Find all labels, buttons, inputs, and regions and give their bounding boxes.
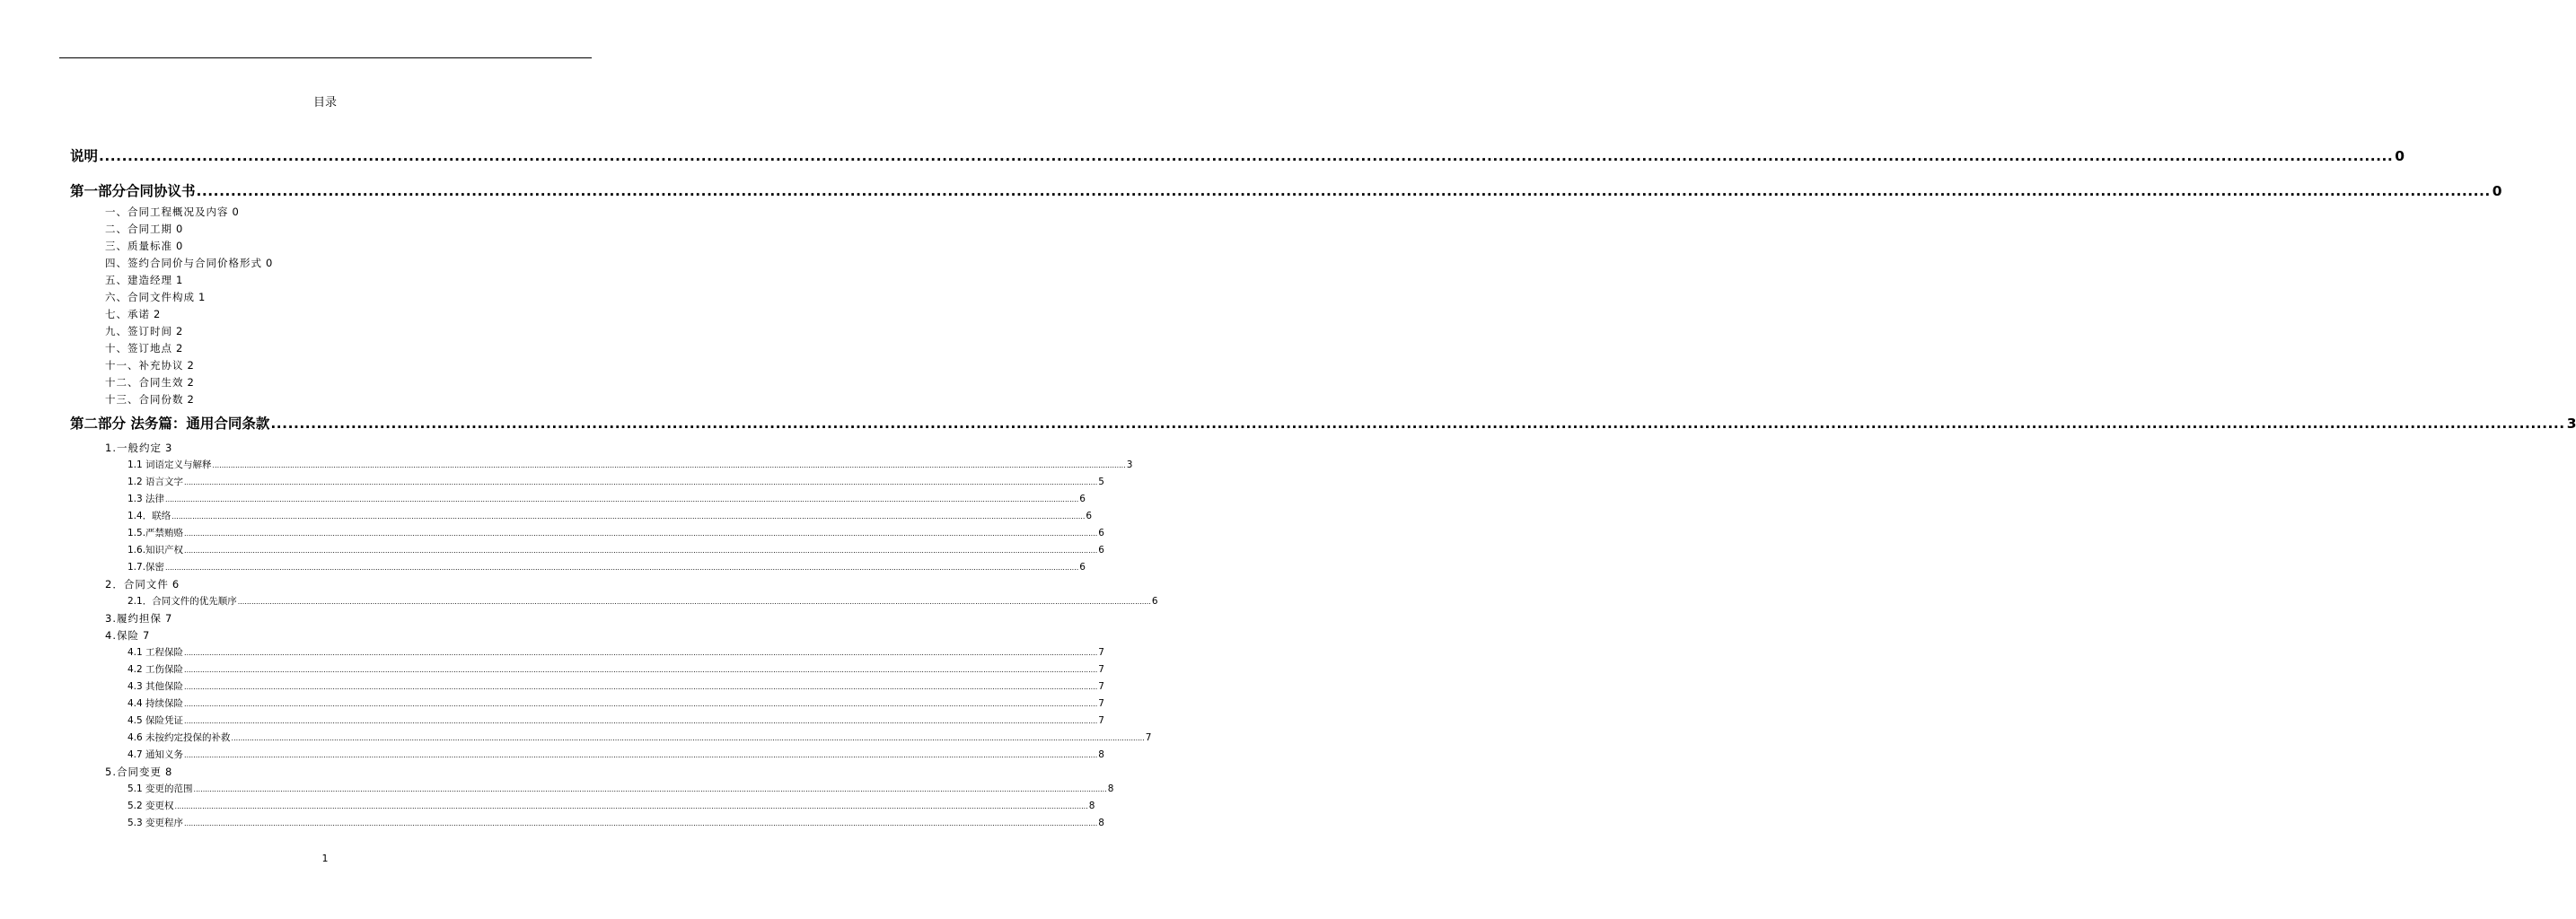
toc-entry-page: 6 <box>1079 494 1086 504</box>
toc-entry-label: 2．合同文件 <box>105 578 169 591</box>
toc-entry[interactable] <box>127 782 1114 795</box>
toc-entry-label: 四、签约合同价与合同价格形式 <box>105 257 262 269</box>
toc-entry-label: 十一、补充协议 <box>105 359 184 372</box>
toc-entry[interactable] <box>70 145 2405 165</box>
toc-entry-label: 4.7 通知义务 <box>127 749 184 760</box>
toc-entry[interactable] <box>127 731 1152 744</box>
toc-entry[interactable] <box>105 239 183 253</box>
toc-entry-page: 3 <box>2566 416 2576 432</box>
toc-entry-page: 6 <box>1151 596 1158 607</box>
toc-dot-leader: ................................................................................................................................................................................................................................................................................................................................................................................................................ <box>165 495 1079 503</box>
toc-entry-page: 0 <box>176 240 184 252</box>
toc-dot-leader: ................................................................................................................................................................................................................................................................................................................................................................................................................ <box>231 734 1145 742</box>
toc-entry[interactable] <box>105 577 180 591</box>
toc-entry-label: 九、签订时间 <box>105 325 172 337</box>
toc-entry-label: 2.1．合同文件的优先顺序 <box>127 596 237 607</box>
toc-entry-page: 8 <box>1098 818 1104 828</box>
toc-entry-page: 7 <box>1098 664 1104 675</box>
toc-entry-page: 0 <box>2492 183 2502 199</box>
toc-title: 目录 <box>312 96 337 109</box>
toc-entry-page: 6 <box>1098 528 1104 538</box>
toc-entry[interactable] <box>127 696 1104 710</box>
toc-entry[interactable] <box>127 713 1104 727</box>
toc-entry-page: 2 <box>154 308 162 320</box>
toc-entry-page: 7 <box>1098 698 1104 709</box>
toc-entry-page: 5 <box>1098 477 1104 487</box>
toc-dot-leader: ................................................................................................................................................................................................................................................................................................................................................................................................................ <box>184 666 1098 674</box>
toc-entry-label: 5.1 变更的范围 <box>127 783 193 794</box>
toc-dot-leader: ................................................................................................................................................................................................................................................................................................................................................................................................................ <box>184 478 1098 486</box>
toc-entry-page: 2 <box>187 393 195 406</box>
toc-entry-page: 6 <box>1086 511 1093 521</box>
toc-entry-label: 1.4．联络 <box>127 511 171 521</box>
toc-entry-page: 2 <box>176 325 184 337</box>
toc-entry-page: 8 <box>1098 749 1104 760</box>
toc-dot-leader: ................................................................................................................................................................................................................................................................................................................................................................................................................ <box>184 649 1098 657</box>
toc-entry-page: 0 <box>266 257 274 269</box>
toc-entry[interactable] <box>105 324 183 338</box>
toc-entry-label: 第二部分 法务篇：通用合同条款 <box>70 416 270 432</box>
toc-entry[interactable] <box>127 679 1104 693</box>
toc-entry-label: 五、建造经理 <box>105 274 172 286</box>
toc-entry-label: 4.2 工伤保险 <box>127 664 184 675</box>
toc-entry-page: 7 <box>1098 681 1104 692</box>
toc-dot-leader: ................................................................................................................................................................................................................................................................................................................................................................................................................ <box>184 819 1098 827</box>
toc-entry-label: 说明 <box>70 148 99 164</box>
toc-entry[interactable] <box>105 256 273 270</box>
toc-entry-label: 三、质量标准 <box>105 240 172 252</box>
toc-entry-label: 4.5 保险凭证 <box>127 715 184 726</box>
toc-entry[interactable] <box>105 273 183 287</box>
toc-entry-label: 4.3 其他保险 <box>127 681 184 692</box>
toc-entry-page: 2 <box>187 376 195 389</box>
toc-entry-label: 5.3 变更程序 <box>127 818 184 828</box>
toc-entry-page: 1 <box>176 274 184 286</box>
toc-entry-page: 3 <box>164 442 173 454</box>
toc-entry-label: 4.1 工程保险 <box>127 647 184 658</box>
toc-entry[interactable] <box>127 816 1104 829</box>
toc-entry[interactable] <box>127 594 1158 608</box>
toc-entry-page: 7 <box>164 612 173 625</box>
toc-entry-page: 7 <box>1145 732 1152 743</box>
toc-entry-label: 十二、合同生效 <box>105 376 184 389</box>
toc-dot-leader: ................................................................................................................................................................................................................................................................................................................................................................................................................ <box>171 512 1086 521</box>
toc-entry[interactable] <box>105 358 195 372</box>
toc-entry[interactable] <box>105 341 183 355</box>
toc-entry[interactable] <box>127 645 1104 659</box>
toc-dot-leader: ................................................................................................................................................................................................................................................................................................................................................................................................................ <box>184 683 1098 691</box>
toc-entry-page: 0 <box>176 223 184 235</box>
toc-entry-page: 7 <box>142 629 151 642</box>
toc-entry-page: 8 <box>1088 801 1095 811</box>
toc-entry[interactable] <box>127 662 1104 676</box>
toc-entry-label: 六、合同文件构成 <box>105 291 195 303</box>
toc-entry[interactable] <box>105 307 161 321</box>
toc-dot-leader: ................................................................................................................................................................................................................................................................................................................................................................................................................ <box>184 547 1098 555</box>
toc-entry[interactable] <box>127 475 1104 488</box>
toc-entry-page: 0 <box>232 206 240 218</box>
toc-entry-label: 二、合同工期 <box>105 223 172 235</box>
toc-entry-page: 2 <box>176 342 184 354</box>
toc-entry[interactable] <box>105 628 150 643</box>
toc-entry[interactable] <box>105 375 195 389</box>
toc-entry-label: 七、承诺 <box>105 308 150 320</box>
toc-entry[interactable] <box>105 290 206 304</box>
toc-dot-leader: ................................................................................................................................................................................................................................................................................................................................................................................................................ <box>184 700 1098 708</box>
toc-entry-label: 1.2 语言文字 <box>127 477 184 487</box>
toc-entry[interactable] <box>127 492 1086 505</box>
toc-dot-leader: ................................................................................................................................................................................................................................................................................................................................................................................................................ <box>237 598 1151 606</box>
toc-dot-leader: ................................................................................................................................................................................................................................................................................................................................................................................................................ <box>99 148 2394 164</box>
toc-entry-label: 1.5.严禁贿赂 <box>127 528 184 538</box>
toc-dot-leader: ................................................................................................................................................................................................................................................................................................................................................................................................................ <box>196 183 2491 199</box>
toc-entry[interactable] <box>127 543 1104 556</box>
toc-entry[interactable] <box>105 441 172 455</box>
toc-entry-page: 8 <box>1107 783 1114 794</box>
toc-entry[interactable] <box>105 611 172 626</box>
toc-entry-label: 4.保险 <box>105 629 139 642</box>
toc-entry-page: 7 <box>1098 715 1104 726</box>
toc-entry-page: 8 <box>164 766 173 778</box>
toc-entry-page: 7 <box>1098 647 1104 658</box>
toc-entry-page: 3 <box>1126 460 1133 470</box>
toc-entry-label: 1.一般约定 <box>105 442 162 454</box>
toc-dot-leader: ................................................................................................................................................................................................................................................................................................................................................................................................................ <box>193 785 1107 793</box>
toc-entry[interactable] <box>127 509 1093 522</box>
toc-entry-label: 4.4 持续保险 <box>127 698 184 709</box>
toc-entry-label: 5.合同变更 <box>105 766 162 778</box>
toc-entry-label: 十三、合同份数 <box>105 393 184 406</box>
toc-entry[interactable] <box>127 526 1104 539</box>
toc-entry-label: 1.3 法律 <box>127 494 165 504</box>
toc-dot-leader: ................................................................................................................................................................................................................................................................................................................................................................................................................ <box>174 802 1088 810</box>
toc-dot-leader: ................................................................................................................................................................................................................................................................................................................................................................................................................ <box>184 530 1098 538</box>
toc-entry[interactable] <box>105 765 172 779</box>
toc-dot-leader: ................................................................................................................................................................................................................................................................................................................................................................................................................ <box>212 461 1126 469</box>
toc-dot-leader: ................................................................................................................................................................................................................................................................................................................................................................................................................ <box>184 717 1098 725</box>
toc-entry-label: 一、合同工程概况及内容 <box>105 206 229 218</box>
toc-dot-leader: ................................................................................................................................................................................................................................................................................................................................................................................................................ <box>165 564 1079 572</box>
toc-entry-page: 0 <box>2395 148 2405 164</box>
toc-entry-label: 1.7.保密 <box>127 562 165 573</box>
toc-entry[interactable] <box>127 560 1086 573</box>
toc-entry[interactable] <box>70 180 2502 200</box>
toc-entry-label: 1.6.知识产权 <box>127 545 184 556</box>
toc-entry-label: 十、签订地点 <box>105 342 172 354</box>
toc-entry-label: 第一部分合同协议书 <box>70 183 196 199</box>
toc-entry[interactable] <box>127 458 1133 471</box>
toc-entry[interactable] <box>70 413 2576 433</box>
page-number: 1 <box>321 853 329 864</box>
toc-entry[interactable] <box>105 205 240 219</box>
toc-entry-label: 5.2 变更权 <box>127 801 174 811</box>
toc-entry-page: 6 <box>1079 562 1086 573</box>
toc-entry[interactable] <box>105 222 183 236</box>
toc-entry-label: 1.1 词语定义与解释 <box>127 460 212 470</box>
toc-entry-page: 6 <box>171 578 180 591</box>
toc-entry-page: 6 <box>1098 545 1104 556</box>
toc-entry[interactable] <box>127 799 1095 812</box>
toc-entry[interactable] <box>105 392 195 407</box>
toc-dot-leader: ................................................................................................................................................................................................................................................................................................................................................................................................................ <box>270 416 2565 432</box>
toc-entry-label: 3.履约担保 <box>105 612 162 625</box>
toc-entry-page: 1 <box>198 291 207 303</box>
toc-entry[interactable] <box>127 748 1104 761</box>
toc-dot-leader: ................................................................................................................................................................................................................................................................................................................................................................................................................ <box>184 751 1098 759</box>
toc-entry-label: 4.6 未按约定投保的补救 <box>127 732 231 743</box>
toc-entry-page: 2 <box>187 359 195 372</box>
